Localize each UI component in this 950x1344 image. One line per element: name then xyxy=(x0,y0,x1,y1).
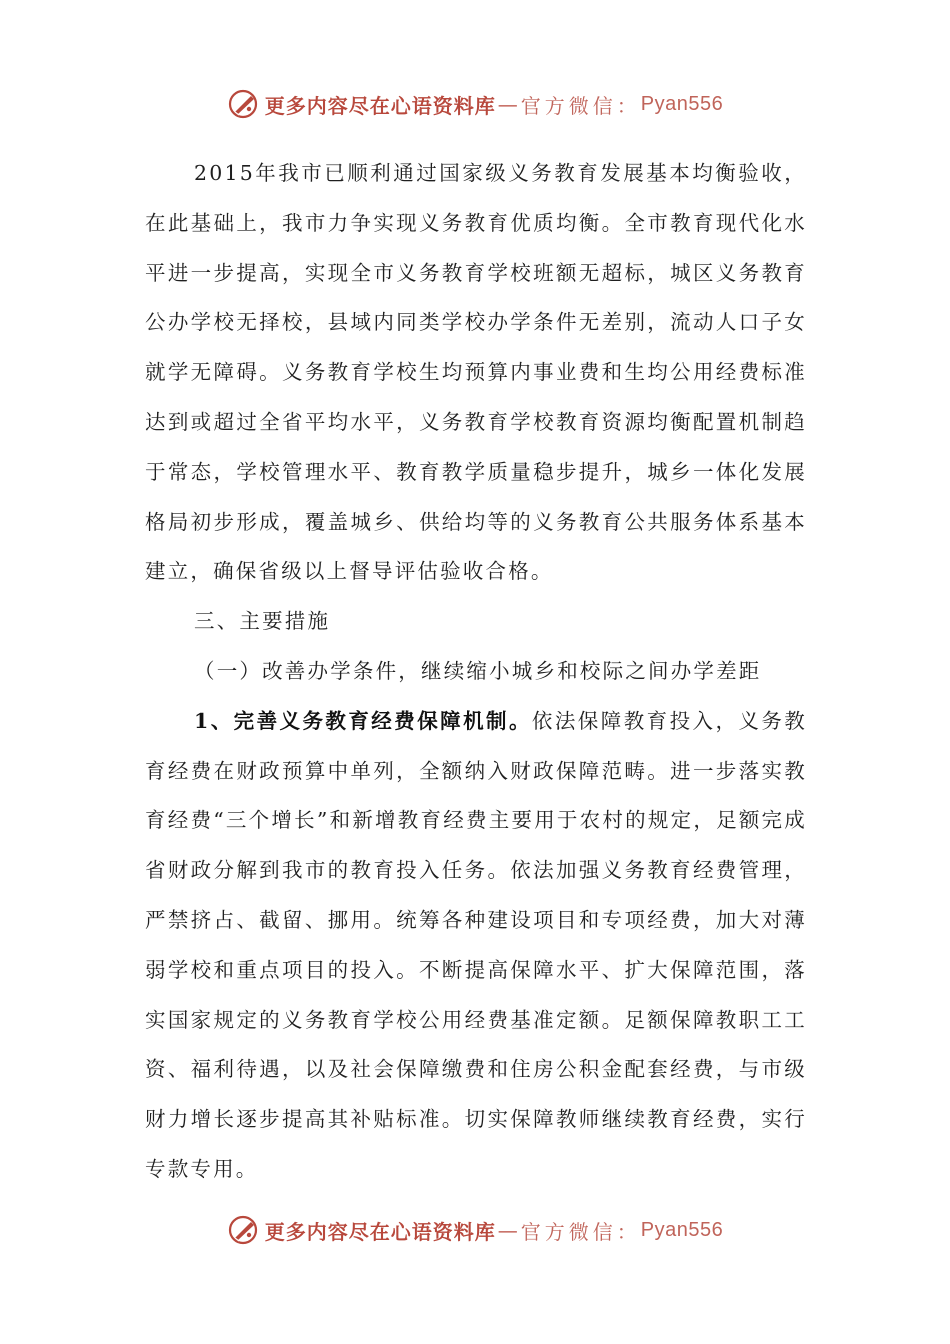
banner-dash: — xyxy=(497,92,519,116)
banner-wechat-label: 官方微信： xyxy=(520,93,641,118)
banner-wechat-id: Pyan556 xyxy=(640,92,724,115)
paragraph-goals-text: 2015年我市已顺利通过国家级义务教育发展基本均衡验收，在此基础上，我市力争实现义务教育优质均衡。全市教育现代化水平进一步提高，实现全市义务教育学校班额无超标，城区义务教育公办学校无择校，县域内同类学校办学条件无差别，流动人口子女就学无障碍。义务教育学校生均预算内事业费和生均公用经费标准达到或超过全省平均水平，义务教育学校教育资源均衡配置机制趋于常态，学校管理水平、教育教学质量稳步提升，城乡一体化发展格局初步形成，覆盖城乡、供给均等的义务教育公共服务体系基本建立，确保省级以上督导评估验收合格。 xyxy=(145,161,807,584)
banner-dash: — xyxy=(497,1218,519,1242)
paragraph-goals xyxy=(145,149,807,597)
quill-logo-icon xyxy=(227,88,259,120)
document-body xyxy=(145,149,807,1195)
banner-site-name: 更多内容尽在心语资料库 xyxy=(264,93,496,118)
section-heading-text: 三、主要措施 xyxy=(194,609,331,634)
paragraph-funding-lead: 1、完善义务教育经费保障机制。 xyxy=(194,708,532,733)
banner-site-name: 更多内容尽在心语资料库 xyxy=(264,1219,496,1244)
quill-logo-icon xyxy=(227,1214,259,1246)
header-watermark-banner xyxy=(0,84,950,124)
banner-wechat-id: Pyan556 xyxy=(640,1218,724,1241)
subsection-heading-improve-conditions xyxy=(145,647,807,697)
footer-watermark-banner xyxy=(0,1210,950,1250)
paragraph-funding-mechanism xyxy=(145,697,807,1195)
paragraph-funding-text: 依法保障教育投入，义务教育经费在财政预算中单列，全额纳入财政保障范畴。进一步落实教育经费“三个增长”和新增教育经费主要用于农村的规定，足额完成省财政分解到我市的教育投入任务。依法加强义务教育经费管理，严禁挤占、截留、挪用。统筹各种建设项目和专项经费，加大对薄弱学校和重点项目的投入。不断提高保障水平、扩大保障范围，落实国家规定的义务教育学校公用经费基准定额。足额保障教职工工资、福利待遇，以及社会保障缴费和住房公积金配套经费，与市级财力增长逐步提高其补贴标准。切实保障教师继续教育经费，实行专款专用。 xyxy=(145,708,807,1181)
section-heading-main-measures xyxy=(145,597,807,647)
banner-wechat-label: 官方微信： xyxy=(520,1219,641,1244)
subsection-heading-text: （一）改善办学条件，继续缩小城乡和校际之间办学差距 xyxy=(194,658,762,683)
